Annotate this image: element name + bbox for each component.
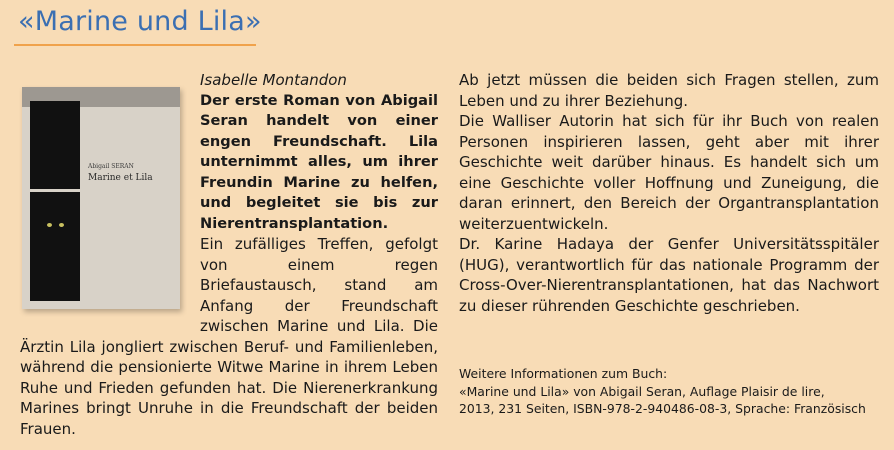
article-column-left: [20, 70, 438, 439]
book-info-line: 2013, 231 Seiten, ISBN-978-2-940486-08-3, Sprache: Französisch: [459, 401, 866, 416]
book-cover-author: Abigail SERAN: [88, 163, 134, 170]
article-lead: Der erste Roman von Abigail Seran handelt von einer engen Freundschaft. Lila unternimmt alles, um ihrer Freundin Marine zu helfen, und begleitet sie bis zur Nierentransplantation.: [200, 91, 438, 232]
article-body-left: Ein zufälliges Treffen, gefolgt von einem regen Briefaustausch, stand am Anfang der Freundschaft zwischen Marine und Lila. Die Ärztin Lila jongliert zwischen Beruf- und Familienleben, während die pensionierte Witwe Marine in ihrem Leben Ruhe und Frieden gefunden hat. Die Nierenerkrankung Marines bringt Unruhe in die Freundschaft der beiden Frauen.: [20, 235, 438, 438]
book-info-box: [459, 365, 889, 418]
article-paragraph: Dr. Karine Hadaya der Genfer Universitätsspitäler (HUG), verantwortlich für das nationale Programm der Cross-Over-Nierentransplantationen, hat das Nachwort zu dieser rührenden Geschichte geschrieben.: [459, 235, 879, 315]
article-paragraph: Die Walliser Autorin hat sich für ihr Buch von realen Personen inspirieren lassen, geht aber mit ihrer Geschichte weit darüber hinaus. Es handelt sich um eine Geschichte voller Hoffnung und Zuneigung, die daran erinnert, den Bereich der Organtransplantation weiterzuentwickeln.: [459, 112, 879, 233]
article-column-right: [459, 70, 879, 316]
page-title: «Marine und Lila»: [18, 6, 262, 37]
book-info-line: «Marine und Lila» von Abigail Seran, Auflage Plaisir de lire,: [459, 383, 825, 399]
book-info-heading: Weitere Informationen zum Buch:: [459, 366, 668, 381]
book-cover-title: Marine et Lila: [88, 173, 153, 183]
image-float-spacer: [20, 70, 200, 323]
article-author: Isabelle Montandon: [200, 71, 347, 89]
article-paragraph: Ab jetzt müssen die beiden sich Fragen stellen, zum Leben und zu ihrer Beziehung.: [459, 71, 879, 110]
title-underline: [14, 44, 256, 46]
